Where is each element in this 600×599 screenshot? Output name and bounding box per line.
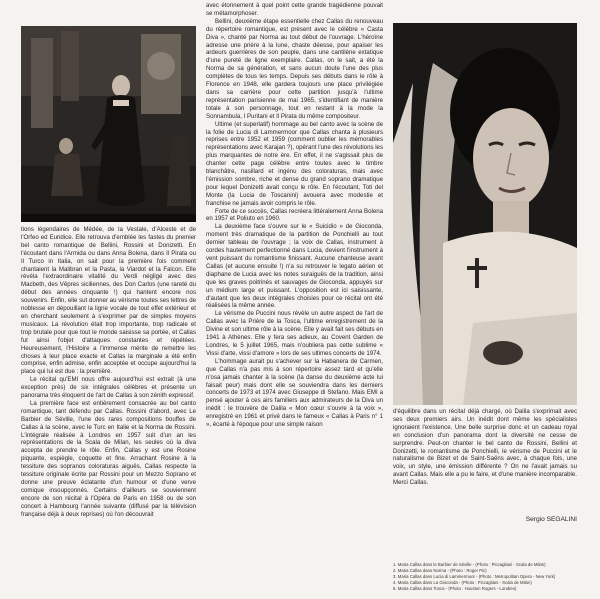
- paragraph: La deuxième face s'ouvre sur le « Suicidio » de Gioconda, moment très dramatique de la partition de Ponchielli au tout dernier tableau de l'ouvrage ; la voix de Callas, instrument à cordes hautement perfectionné dans Lucia, devient l'instrument à vent puissant du romantisme finissant. Aucune chanteuse avant Callas (et aucune ensuite !) n'a su retrouver le legato aérien et diaphane de Lucia avec les notes suraiguës de la tradition, ainsi que les graves poitrinés et sauvages de Gioconda, appuyés sur un médium large et puissant. L'opposition est ici saisissante, d'autant que les deux intégrales choisies pour ce récital ont été réalisées la même année.: [206, 223, 383, 310]
- paragraph: Ultime (et superlatif) hommage au bel canto avec la scène de la folie de Lucia di Lammermoor que Callas chanta à plusieurs reprises entre 1952 et 1959 (comment oublier les mémorables représentations avec Karajan ?), opérant l'une des révolutions les plus marquantes de notre ère. En effet, il ne s'agissait plus de chanter cette page célèbre entre toutes avec le timbre blanchâtre, nasillard et ingénu des coloraturas, mais avec l'émission sombre, riche et dense du grand soprano dramatique pour lequel Donizetti avait conçu le rôle. En l'écoutant, Toti del Monte (la Lucia de Toscanini) avouera avec modestie et franchise ne jamais avoir compris le rôle.: [206, 120, 383, 207]
- paragraph: avec étonnement à quel point cette grande tragédienne pouvait se métamorphoser.: [206, 2, 383, 17]
- caption-line: 1. Maria Callas dans le Barbier de Séville - (Photo : Piccagliani - Scala de Milan): [393, 562, 546, 567]
- photo-stage-scene: [21, 26, 196, 222]
- paragraph: tions légendaires de Médée, de la Vestale, d'Alceste et de l'Orfeo ed Euridice. Elle retrouva d'emblée les fastes du premier bel canto romantique de Bellini, Rossini et Donizetti. En l'écoutant dans l'Armida ou dans Anna Bolena, dans Il Pirata ou Il Turco in Italia, on sait pour la première fois comment chantaient la Malibran et la Pasta, la Viardot et la Falcon. Elle révéla l'extraordinaire vitalité du Verdi négligé avec des Macbeth, des Vêpres siciliennes, des Don Carlos (une rareté du début des années cinquante !) qui hantent encore nos souvenirs. Enfin, elle sut donner au vérisme toutes ses lettres de noblesse en dépouillant la ligne vocale de tout effet extérieur et en cherchant seulement à s'exprimer par de simples moyens musicaux. La révolution était trop importante, trop radicale et trop brutale pour que tout le monde saisisse sa portée, et Callas fut ainsi l'objet d'attaques constantes et répétées. Heureusement, l'Histoire a l'immense mérite de remettre les choses à leur place exacte et Callas la marginale a été enfin comprise, enfin admise, enfin acceptée et occupe aujourd'hui la place qui lui est due : la première.: [21, 226, 196, 376]
- paragraph: Le vérisme de Puccini nous révèle un autre aspect de l'art de Callas avec la Prière de la Tosca, l'ultime enregistrement de la Divine et son ultime rôle à la scène. Elle y avait fait ses débuts en 1941 à Athènes. Elle y fera ses adieux, au Covent Garden de Londres, le 5 juillet 1965, mais n'oubliera pas cette sublime « Vissi d'arte, vissi d'amore » lors de ses ultimes concerts de 1974.: [206, 310, 383, 357]
- stage-scene-image: [21, 26, 196, 222]
- paragraph: L'hommage aurait pu s'achever sur la Habanera de Carmen, que Callas n'a pas mis à son répertoire assez tard et qu'elle n'osa jamais chanter à la scène (la danse du deuxième acte lui faisait peur) mais dont elle se souviendra dans les derniers concerts de 1973 et 1974 avec Giuseppe di Stefano. Mais EMI a pensé ajouter à ces airs familiers aux admirateurs de la Diva un inédit : le trouvère de Dalila « Mon cœur s'ouvre à ta voix », enregistré en 1961 et privé dans le fameux « Callas à Paris n° 1 », écarté à l'époque pour une simple raison: [206, 357, 383, 429]
- paragraph: La première face est entièrement consacrée au bel canto romantique, tant défendu par Callas. Rossini d'abord, avec Le Barbier de Séville, l'une des rares compositions bouffes de Callas à la scène, avec le Turc en Italie et la Norma de Rossini. L'intégrale réalisée à Londres en 1957 suit d'un an les représentations de la Scala de Milan, les seules où la diva accepta de prendre le rôle. Enfin, Callas y est une Rosine piquante, espiègle, coquette et fine. Arrachant Rosine à la tessiture des sopranos coloraturas aiguës, Callas respecte la tessiture originale écrite par Rossini pour un Mezzo Soprano et donne une preuve éclatante d'un humour et d'une verve comique insoupçonnés. Certains d'ailleurs se souviennent encore de son récital à l'Opéra de Paris en 1958 ou de son concert à Hambourg l'année suivante (diffusé par la télévision française déjà à deux reprises) où l'on découvrait: [21, 399, 196, 518]
- paragraph: Forte de ce succès, Callas recréera littéralement Anna Bolena en 1957 et Poliuto en 1960.: [206, 207, 383, 223]
- paragraph: Le récital qu'EMI nous offre aujourd'hui est extrait (à une exception près) de six intégrales célèbres et présente un panorama très éloquent de l'art de Callas à son zénith expressif.: [21, 376, 196, 400]
- paragraph: d'équilibre dans un récital déjà chargé, où Dalila s'exprimait avec ses deux premiers airs. Un inédit dont même les spécialistes ignoraient l'existence. Une belle surprise donc et un cadeau royal en conclusion d'un panorama dont la diversité ne cesse de surprendre. Peut-on chanter le bel canto de Rossini, Bellini et Donizetti, le romantisme de Ponchielli, le vérisme de Puccini et le naturalisme de Bizet et de Saint-Saëns avec, à chaque fois, une voix, un style, une émission différente ? On ne l'avait jamais su avant Callas. Mais elle a pu le faire, et d'une manière incomparable. Merci Callas.: [393, 408, 577, 487]
- text-column-left: [21, 226, 196, 584]
- caption-line: 5. Maria Callas dans Tosca - (Photo : Houston Rogers - Londres): [393, 586, 517, 592]
- author-signature: Sergio SEGALINI: [525, 516, 577, 523]
- photo-credits: [393, 562, 577, 592]
- text-column-middle: [206, 2, 383, 594]
- photo-portrait: [393, 23, 577, 405]
- caption-line: 4. Maria Callas dans La Gioconda - (Photo : Piccagliani - Scala de Milan): [393, 580, 532, 586]
- caption-line: 2. Maria Callas dans Norma - (Photo : Roger Pic): [393, 568, 487, 574]
- text-column-right: [393, 408, 577, 508]
- caption-line: 3. Maria Callas dans Lucia di Lammermoor - (Photo : Metropolitan Opera - New York): [393, 574, 556, 580]
- portrait-image: [393, 23, 577, 405]
- paragraph: Bellini, deuxième étape essentielle chez Callas du renouveau du répertoire romantique, est présent avec le célèbre « Casta Diva », chanté par Norma au tout début de l'ouvrage. L'héroïne adresse une prière à la lune, chaste déesse, pour apaiser les ardeurs guerrières de son peuple, dans une cantilène extatique d'une pureté de ligne exemplaire. Callas, on le sait, a été la Norma de sa génération, et sans aucun doute l'une des plus complètes de tous les temps. Depuis ses débuts dans le rôle à Florence en 1948, elle gardera toujours une place privilégiée dans sa carrière pour cette partition jusqu'à l'ultime représentation parisienne de mai 1965, s'identifiant de manière totale à son personnage, tout en restant à la mode la Sonnambula, I Puritani et Il Pirata du même compositeur.: [206, 17, 383, 120]
